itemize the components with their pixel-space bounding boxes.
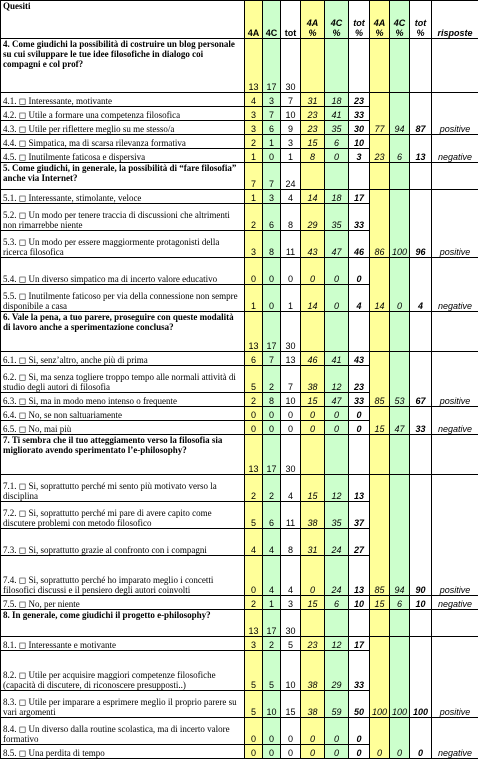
count-4c-cell: 7	[263, 352, 281, 366]
pct-tot-cell: 33	[349, 393, 370, 407]
pct-tot-cell: 10	[349, 596, 370, 610]
group-pct-tot-cell: 67	[410, 352, 432, 407]
answer-text: 7.3. ◻ Si, soprattutto grazie al confronto con i compagni	[1, 529, 245, 556]
pct-4c-cell: 0	[325, 149, 349, 163]
count-4c-cell: 6	[263, 204, 281, 231]
count-4c-cell: 8	[263, 393, 281, 407]
pct-tot-cell: 43	[349, 352, 370, 366]
pct-4a-cell: 0	[301, 745, 325, 759]
group-pct-4c-cell: 6	[390, 135, 410, 163]
group-pct-4c-cell: 6	[390, 596, 410, 610]
header-4a-pct: 4A %	[301, 1, 325, 39]
count-4c-cell: 3	[263, 190, 281, 204]
group-pct-4c-empty-cell	[390, 312, 410, 352]
pct-4c-cell	[325, 435, 349, 475]
pct-tot-cell: 33	[349, 107, 370, 121]
risposte-label: negative	[432, 596, 478, 610]
pct-4a-cell: 0	[301, 407, 325, 421]
count-4c-cell: 8	[263, 231, 281, 258]
pct-4c-cell: 59	[325, 691, 349, 718]
count-4c-cell: 0	[263, 745, 281, 759]
pct-4c-cell: 24	[325, 529, 349, 556]
risposte-empty-cell	[432, 312, 478, 352]
group-pct-4a-cell: 77	[370, 93, 390, 135]
group-pct-tot-cell: 4	[410, 258, 432, 312]
pct-tot-cell: 0	[349, 421, 370, 435]
count-4c-cell: 4	[263, 529, 281, 556]
pct-4c-cell: 12	[325, 637, 349, 651]
pct-tot-cell: 33	[349, 651, 370, 691]
pct-4c-cell: 12	[325, 366, 349, 393]
count-tot-cell: 30	[281, 610, 301, 637]
pct-4c-cell: 0	[325, 745, 349, 759]
count-tot-cell: 11	[281, 502, 301, 529]
count-tot-cell: 9	[281, 121, 301, 135]
group-pct-4a-cell: 100	[370, 637, 390, 718]
count-tot-cell: 0	[281, 421, 301, 435]
answer-text: 4.2. ◻ Utile a formare una competenza filosofica	[1, 107, 245, 121]
count-4c-cell: 0	[263, 149, 281, 163]
pct-4a-cell: 15	[301, 393, 325, 407]
count-4a-cell: 5	[245, 366, 263, 393]
pct-4a-cell	[301, 610, 325, 637]
count-4a-cell: 1	[245, 190, 263, 204]
pct-4c-cell: 0	[325, 421, 349, 435]
answer-row	[1, 407, 478, 421]
pct-4c-cell: 29	[325, 651, 349, 691]
count-4c-cell: 17	[263, 610, 281, 637]
group-pct-tot-cell: 13	[410, 135, 432, 163]
pct-tot-cell	[349, 163, 370, 190]
count-4a-cell: 7	[245, 163, 263, 190]
header-risposte: risposte	[432, 1, 478, 39]
question-text: 5. Come giudichi, in generale, la possibilità di “fare filosofia” anche via Internet?	[1, 163, 245, 190]
group-pct-4c-empty-cell	[390, 39, 410, 93]
pct-tot-cell	[349, 610, 370, 637]
count-tot-cell: 8	[281, 529, 301, 556]
answer-text: 8.4. ◻ Un diverso dalla routine scolastica, ma di incerto valore formativo	[1, 718, 245, 745]
pct-4a-cell: 23	[301, 107, 325, 121]
pct-tot-cell: 0	[349, 718, 370, 745]
count-4a-cell: 1	[245, 149, 263, 163]
pct-4a-cell: 46	[301, 352, 325, 366]
pct-4a-cell: 31	[301, 93, 325, 107]
count-4c-cell: 5	[263, 651, 281, 691]
group-pct-4a-empty-cell	[370, 435, 390, 475]
answer-text: 6.4. ◻ No, se non saltuariamente	[1, 407, 245, 421]
pct-tot-cell: 13	[349, 556, 370, 596]
question-text: 6. Vale la pena, a tuo parere, proseguire con queste modalità di lavoro anche a sperimentazione conclusa?	[1, 312, 245, 352]
pct-4c-cell: 18	[325, 190, 349, 204]
pct-4a-cell: 29	[301, 204, 325, 231]
pct-4c-cell: 6	[325, 135, 349, 149]
pct-4c-cell: 12	[325, 475, 349, 502]
group-pct-4c-cell: 53	[390, 352, 410, 407]
group-pct-4c-empty-cell	[390, 163, 410, 190]
count-4a-cell: 6	[245, 352, 263, 366]
group-pct-4c-cell: 47	[390, 407, 410, 435]
answer-text: 5.2. ◻ Un modo per tenere traccia di discussioni che altrimenti non rimarrebbe niente	[1, 204, 245, 231]
pct-4c-cell: 47	[325, 231, 349, 258]
count-4a-cell: 0	[245, 556, 263, 596]
pct-tot-cell: 30	[349, 121, 370, 135]
count-4c-cell: 7	[263, 163, 281, 190]
risposte-label: positive	[432, 93, 478, 135]
question-row	[1, 39, 478, 93]
question-row	[1, 312, 478, 352]
group-pct-4c-cell: 0	[390, 718, 410, 759]
count-4c-cell: 2	[263, 637, 281, 651]
answer-row	[1, 475, 478, 502]
count-4c-cell: 0	[263, 421, 281, 435]
pct-tot-cell: 23	[349, 366, 370, 393]
pct-4a-cell: 0	[301, 556, 325, 596]
count-tot-cell: 8	[281, 204, 301, 231]
answer-row	[1, 637, 478, 651]
answer-row	[1, 135, 478, 149]
question-row	[1, 163, 478, 190]
question-row	[1, 435, 478, 475]
count-tot-cell: 0	[281, 718, 301, 745]
answer-text: 5.3. ◻ Un modo per essere maggiormente protagonisti della ricerca filosofica	[1, 231, 245, 258]
count-tot-cell: 3	[281, 135, 301, 149]
header-4c: 4C	[263, 1, 281, 39]
answer-text: 7.4. ◻ Si, soprattutto perché ho imparato meglio i concetti filosofici discussi e il pensiero degli autori coinvolti	[1, 556, 245, 596]
pct-4a-cell: 0	[301, 258, 325, 285]
count-tot-cell: 3	[281, 596, 301, 610]
group-pct-tot-empty-cell	[410, 312, 432, 352]
count-tot-cell: 4	[281, 190, 301, 204]
count-tot-cell: 13	[281, 352, 301, 366]
pct-4a-cell: 14	[301, 285, 325, 312]
count-4a-cell: 5	[245, 691, 263, 718]
pct-tot-cell: 0	[349, 745, 370, 759]
group-pct-4c-cell: 100	[390, 637, 410, 718]
count-tot-cell: 4	[281, 475, 301, 502]
answer-text: 8.3. ◻ Utile per imparare a esprimere meglio il proprio parere su vari argomenti	[1, 691, 245, 718]
group-pct-tot-cell: 0	[410, 718, 432, 759]
count-4c-cell: 0	[263, 285, 281, 312]
pct-4a-cell	[301, 312, 325, 352]
pct-tot-cell: 13	[349, 475, 370, 502]
count-4a-cell: 13	[245, 312, 263, 352]
pct-tot-cell: 46	[349, 231, 370, 258]
count-4a-cell: 2	[245, 596, 263, 610]
group-pct-tot-cell: 100	[410, 637, 432, 718]
pct-4c-cell: 0	[325, 718, 349, 745]
pct-4a-cell: 38	[301, 366, 325, 393]
count-4c-cell: 1	[263, 596, 281, 610]
pct-4c-cell: 47	[325, 393, 349, 407]
answer-text: 5.1. ◻ Interessante, stimolante, veloce	[1, 190, 245, 204]
question-text: 7. Ti sembra che il tuo atteggiamento verso la filosofia sia migliorato avendo sperimentato l’e-philosophy?	[1, 435, 245, 475]
answer-text: 6.3. ◻ Si, ma in modo meno intenso o frequente	[1, 393, 245, 407]
question-text: 8. In generale, come giudichi il progetto e-philosophy?	[1, 610, 245, 637]
count-4a-cell: 0	[245, 421, 263, 435]
group-pct-4a-cell: 15	[370, 407, 390, 435]
count-4a-cell: 2	[245, 204, 263, 231]
count-tot-cell: 7	[281, 93, 301, 107]
group-pct-4a-empty-cell	[370, 39, 390, 93]
count-4a-cell: 3	[245, 107, 263, 121]
group-pct-tot-empty-cell	[410, 163, 432, 190]
answer-row	[1, 352, 478, 366]
count-4a-cell: 13	[245, 435, 263, 475]
header-4c-pct: 4C %	[325, 1, 349, 39]
group-pct-4c-empty-cell	[390, 435, 410, 475]
answer-text: 6.5. ◻ No, mai più	[1, 421, 245, 435]
pct-4c-cell	[325, 39, 349, 93]
pct-tot-cell: 23	[349, 93, 370, 107]
header-4a: 4A	[245, 1, 263, 39]
answer-text: 8.2. ◻ Utile per acquisire maggiori competenze filosofiche (capacità di discutere, di riconoscere presupposti..)	[1, 651, 245, 691]
count-tot-cell: 30	[281, 435, 301, 475]
count-4a-cell: 13	[245, 39, 263, 93]
pct-4a-cell: 38	[301, 502, 325, 529]
answer-text: 4.1. ◻ Interessante, motivante	[1, 93, 245, 107]
header-group-tot-pct: tot %	[410, 1, 432, 39]
group-pct-4a-cell: 0	[370, 718, 390, 759]
count-tot-cell: 1	[281, 285, 301, 312]
count-4c-cell: 17	[263, 312, 281, 352]
count-4c-cell: 6	[263, 502, 281, 529]
group-pct-tot-cell: 10	[410, 596, 432, 610]
answer-text: 4.3. ◻ Utile per riflettere meglio su me stesso/a	[1, 121, 245, 135]
group-pct-tot-cell: 90	[410, 475, 432, 596]
pct-4c-cell: 35	[325, 502, 349, 529]
pct-tot-cell: 0	[349, 407, 370, 421]
count-4c-cell: 0	[263, 718, 281, 745]
pct-4c-cell	[325, 610, 349, 637]
pct-4c-cell: 0	[325, 285, 349, 312]
group-pct-4c-empty-cell	[390, 610, 410, 637]
group-pct-4a-empty-cell	[370, 610, 390, 637]
header-tot: tot	[281, 1, 301, 39]
risposte-label: negative	[432, 258, 478, 312]
pct-tot-cell	[349, 435, 370, 475]
pct-tot-cell: 50	[349, 691, 370, 718]
count-4c-cell: 10	[263, 691, 281, 718]
count-tot-cell: 7	[281, 366, 301, 393]
pct-4a-cell: 0	[301, 718, 325, 745]
answer-text: 4.4. ◻ Simpatica, ma di scarsa rilevanza formativa	[1, 135, 245, 149]
count-4c-cell: 17	[263, 39, 281, 93]
risposte-label: positive	[432, 352, 478, 407]
answer-text: 8.1. ◻ Interessante e motivante	[1, 637, 245, 651]
count-4c-cell: 17	[263, 435, 281, 475]
pct-tot-cell: 10	[349, 135, 370, 149]
question-text: 4. Come giudichi la possibilità di costruire un blog personale su cui sviluppare le tue idee filosofiche in dialogo coi compagni e col prof?	[1, 39, 245, 93]
answer-text: 7.5. ◻ No, per niente	[1, 596, 245, 610]
risposte-empty-cell	[432, 435, 478, 475]
count-4a-cell: 5	[245, 502, 263, 529]
answer-row	[1, 596, 478, 610]
count-4c-cell: 4	[263, 556, 281, 596]
group-pct-4a-cell: 86	[370, 190, 390, 258]
risposte-empty-cell	[432, 39, 478, 93]
count-4a-cell: 13	[245, 610, 263, 637]
count-4c-cell: 2	[263, 366, 281, 393]
count-tot-cell: 15	[281, 691, 301, 718]
count-tot-cell: 0	[281, 745, 301, 759]
count-4c-cell: 2	[263, 475, 281, 502]
pct-tot-cell: 27	[349, 529, 370, 556]
count-tot-cell: 10	[281, 393, 301, 407]
risposte-empty-cell	[432, 163, 478, 190]
header-group-4a-pct: 4A %	[370, 1, 390, 39]
pct-4c-cell: 6	[325, 596, 349, 610]
count-4a-cell: 2	[245, 393, 263, 407]
group-pct-4a-cell: 15	[370, 596, 390, 610]
count-tot-cell: 5	[281, 637, 301, 651]
count-4c-cell: 6	[263, 121, 281, 135]
pct-tot-cell: 4	[349, 285, 370, 312]
pct-4c-cell: 0	[325, 407, 349, 421]
header-tot-pct: tot %	[349, 1, 370, 39]
count-4a-cell: 2	[245, 475, 263, 502]
answer-row	[1, 718, 478, 745]
count-tot-cell: 10	[281, 107, 301, 121]
answer-text: 6.2. ◻ Si, ma senza togliere troppo tempo alle normali attività di studio degli autori di filosofia	[1, 366, 245, 393]
risposte-label: positive	[432, 637, 478, 718]
pct-4a-cell	[301, 39, 325, 93]
count-tot-cell: 10	[281, 651, 301, 691]
count-tot-cell: 0	[281, 407, 301, 421]
risposte-empty-cell	[432, 610, 478, 637]
pct-4c-cell: 41	[325, 352, 349, 366]
count-4a-cell: 4	[245, 529, 263, 556]
group-pct-tot-cell: 33	[410, 407, 432, 435]
pct-4c-cell	[325, 312, 349, 352]
count-4c-cell: 3	[263, 93, 281, 107]
group-pct-4c-cell: 100	[390, 190, 410, 258]
count-4a-cell: 2	[245, 135, 263, 149]
group-pct-tot-empty-cell	[410, 39, 432, 93]
header-row	[1, 1, 478, 39]
pct-4a-cell	[301, 435, 325, 475]
group-pct-tot-empty-cell	[410, 435, 432, 475]
answer-text: 4.5. ◻ Inutilmente faticosa e dispersiva	[1, 149, 245, 163]
header-quesiti: Quesiti	[1, 1, 245, 39]
pct-4c-cell: 18	[325, 93, 349, 107]
answer-row	[1, 190, 478, 204]
pct-4c-cell: 35	[325, 204, 349, 231]
group-pct-4c-cell: 0	[390, 258, 410, 312]
pct-4c-cell: 0	[325, 258, 349, 285]
pct-tot-cell: 17	[349, 190, 370, 204]
group-pct-4a-empty-cell	[370, 163, 390, 190]
pct-4a-cell: 8	[301, 149, 325, 163]
pct-tot-cell: 17	[349, 637, 370, 651]
count-tot-cell: 30	[281, 39, 301, 93]
group-pct-tot-empty-cell	[410, 610, 432, 637]
count-4a-cell: 0	[245, 718, 263, 745]
pct-4a-cell	[301, 163, 325, 190]
count-tot-cell: 11	[281, 231, 301, 258]
pct-4a-cell: 14	[301, 190, 325, 204]
pct-tot-cell: 37	[349, 502, 370, 529]
count-4c-cell: 0	[263, 407, 281, 421]
pct-4a-cell: 23	[301, 637, 325, 651]
group-pct-4a-cell: 23	[370, 135, 390, 163]
pct-4a-cell: 38	[301, 651, 325, 691]
pct-4a-cell: 38	[301, 691, 325, 718]
risposte-label: negative	[432, 718, 478, 759]
answer-row	[1, 93, 478, 107]
risposte-label: positive	[432, 190, 478, 258]
answer-text: 7.1. ◻ Si, soprattutto perché mi sento più motivato verso la disciplina	[1, 475, 245, 502]
pct-4c-cell: 41	[325, 107, 349, 121]
pct-tot-cell: 33	[349, 204, 370, 231]
answer-text: 7.2. ◻ Si, soprattutto perché mi pare di avere capito come discutere problemi con metodo filosofico	[1, 502, 245, 529]
pct-4c-cell: 35	[325, 121, 349, 135]
risposte-label: negative	[432, 407, 478, 435]
count-4a-cell: 3	[245, 231, 263, 258]
group-pct-4c-cell: 94	[390, 93, 410, 135]
group-pct-tot-cell: 87	[410, 93, 432, 135]
count-4a-cell: 5	[245, 651, 263, 691]
pct-4c-cell	[325, 163, 349, 190]
group-pct-4a-cell: 14	[370, 258, 390, 312]
count-4a-cell: 3	[245, 637, 263, 651]
count-tot-cell: 1	[281, 149, 301, 163]
count-tot-cell: 30	[281, 312, 301, 352]
pct-tot-cell	[349, 39, 370, 93]
count-4a-cell: 3	[245, 121, 263, 135]
pct-tot-cell	[349, 312, 370, 352]
count-4c-cell: 7	[263, 107, 281, 121]
answer-text: 5.5. ◻ Inutilmente faticoso per via della connessione non sempre disponibile a casa	[1, 285, 245, 312]
group-pct-4a-cell: 85	[370, 352, 390, 407]
answer-text: 8.5. ◻ Una perdita di tempo	[1, 745, 245, 759]
pct-4a-cell: 0	[301, 421, 325, 435]
count-4c-cell: 1	[263, 135, 281, 149]
count-4a-cell: 0	[245, 407, 263, 421]
pct-4a-cell: 15	[301, 135, 325, 149]
answer-text: 5.4. ◻ Un diverso simpatico ma di incerto valore educativo	[1, 258, 245, 285]
group-pct-4a-empty-cell	[370, 312, 390, 352]
count-4a-cell: 0	[245, 745, 263, 759]
count-4a-cell: 4	[245, 93, 263, 107]
group-pct-4c-cell: 94	[390, 475, 410, 596]
header-group-4c-pct: 4C %	[390, 1, 410, 39]
group-pct-4a-cell: 85	[370, 475, 390, 596]
pct-4c-cell: 24	[325, 556, 349, 596]
pct-4a-cell: 15	[301, 475, 325, 502]
group-pct-tot-cell: 96	[410, 190, 432, 258]
count-tot-cell: 0	[281, 258, 301, 285]
answer-text: 6.1. ◻ Si, senz’altro, anche più di prima	[1, 352, 245, 366]
pct-4a-cell: 43	[301, 231, 325, 258]
answer-row	[1, 258, 478, 285]
pct-4a-cell: 31	[301, 529, 325, 556]
question-row	[1, 610, 478, 637]
count-4a-cell: 1	[245, 285, 263, 312]
count-4a-cell: 0	[245, 258, 263, 285]
risposte-label: positive	[432, 475, 478, 596]
risposte-label: negative	[432, 135, 478, 163]
pct-tot-cell: 0	[349, 258, 370, 285]
count-tot-cell: 4	[281, 556, 301, 596]
count-tot-cell: 24	[281, 163, 301, 190]
pct-tot-cell: 3	[349, 149, 370, 163]
count-4c-cell: 0	[263, 258, 281, 285]
pct-4a-cell: 15	[301, 596, 325, 610]
pct-4a-cell: 23	[301, 121, 325, 135]
